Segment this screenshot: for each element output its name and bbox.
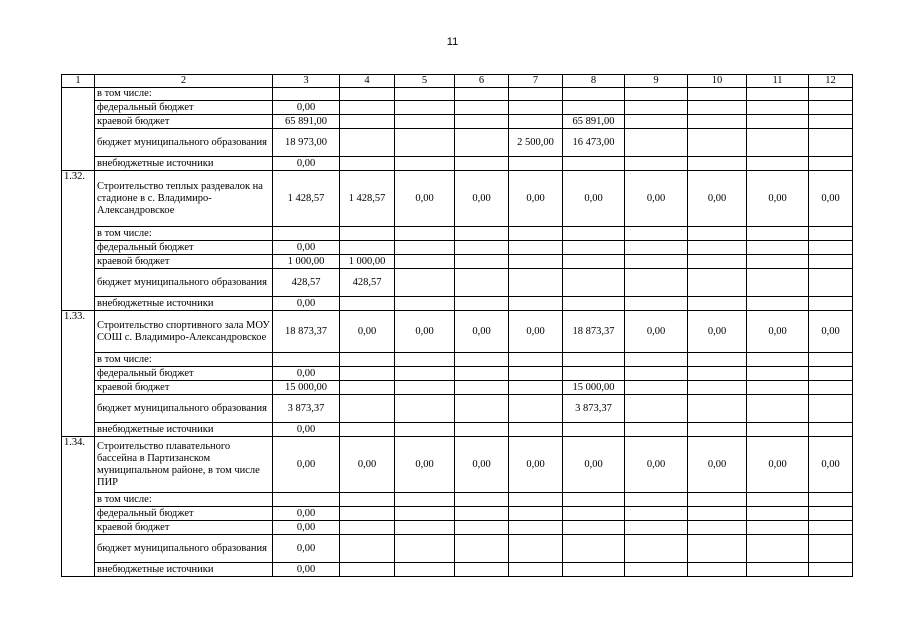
value-cell — [455, 297, 509, 311]
row-label: внебюджетные источники — [95, 423, 273, 437]
row-label: в том числе: — [95, 88, 273, 101]
value-cell — [509, 101, 563, 115]
budget-row — [62, 157, 853, 171]
value-cell: 0,00 — [688, 311, 747, 353]
value-cell — [688, 381, 747, 395]
value-cell — [509, 535, 563, 563]
value-cell — [455, 101, 509, 115]
value-cell: 0,00 — [809, 171, 853, 227]
budget-row — [62, 129, 853, 157]
value-cell: 0,00 — [747, 437, 809, 493]
value-cell: 1 428,57 — [273, 171, 340, 227]
value-cell — [563, 255, 625, 269]
value-cell: 0,00 — [688, 437, 747, 493]
value-cell: 0,00 — [563, 171, 625, 227]
value-cell — [563, 367, 625, 381]
budget-row — [62, 297, 853, 311]
row-label: в том числе: — [95, 353, 273, 367]
table-body — [62, 75, 853, 577]
value-cell — [509, 227, 563, 241]
value-cell — [809, 157, 853, 171]
value-cell — [509, 255, 563, 269]
value-cell — [395, 297, 455, 311]
value-cell: 1 428,57 — [340, 171, 395, 227]
value-cell: 18 973,00 — [273, 129, 340, 157]
value-cell — [688, 157, 747, 171]
value-cell: 0,00 — [273, 297, 340, 311]
value-cell: 0,00 — [273, 101, 340, 115]
row-label: внебюджетные источники — [95, 563, 273, 577]
value-cell — [625, 297, 688, 311]
value-cell — [455, 381, 509, 395]
value-cell: 0,00 — [455, 311, 509, 353]
value-cell — [563, 157, 625, 171]
value-cell — [809, 241, 853, 255]
value-cell: 0,00 — [455, 171, 509, 227]
header-cell: 4 — [340, 75, 395, 88]
row-label: бюджет муниципального образования — [95, 129, 273, 157]
item-number: 1.32. — [62, 171, 95, 311]
value-cell — [809, 269, 853, 297]
value-cell — [688, 129, 747, 157]
value-cell: 0,00 — [273, 437, 340, 493]
value-cell — [625, 157, 688, 171]
value-cell — [688, 423, 747, 437]
value-cell — [563, 535, 625, 563]
value-cell — [563, 88, 625, 101]
header-cell: 8 — [563, 75, 625, 88]
value-cell: 0,00 — [340, 311, 395, 353]
value-cell — [395, 269, 455, 297]
value-cell — [509, 115, 563, 129]
header-cell: 6 — [455, 75, 509, 88]
value-cell — [455, 241, 509, 255]
value-cell — [395, 241, 455, 255]
value-cell — [688, 353, 747, 367]
budget-row — [62, 255, 853, 269]
value-cell — [340, 563, 395, 577]
value-cell — [625, 353, 688, 367]
value-cell — [625, 507, 688, 521]
row-label: Строительство плавательного бассейна в Партизанском муниципальном районе, в том числе ПИР — [95, 437, 273, 493]
value-cell — [340, 353, 395, 367]
header-cell: 10 — [688, 75, 747, 88]
value-cell — [809, 255, 853, 269]
value-cell — [688, 255, 747, 269]
value-cell — [625, 493, 688, 507]
row-label: федеральный бюджет — [95, 101, 273, 115]
value-cell — [455, 157, 509, 171]
row-label: краевой бюджет — [95, 255, 273, 269]
value-cell — [563, 493, 625, 507]
value-cell — [340, 507, 395, 521]
header-row — [62, 75, 853, 88]
header-cell: 9 — [625, 75, 688, 88]
value-cell — [509, 297, 563, 311]
value-cell — [395, 381, 455, 395]
value-cell — [809, 563, 853, 577]
value-cell — [273, 353, 340, 367]
value-cell: 0,00 — [809, 437, 853, 493]
value-cell — [455, 395, 509, 423]
value-cell — [395, 101, 455, 115]
value-cell — [563, 423, 625, 437]
value-cell — [747, 367, 809, 381]
value-cell — [455, 269, 509, 297]
value-cell: 0,00 — [273, 423, 340, 437]
value-cell — [395, 157, 455, 171]
value-cell — [563, 101, 625, 115]
row-label: внебюджетные источники — [95, 157, 273, 171]
value-cell: 15 000,00 — [563, 381, 625, 395]
header-cell: 1 — [62, 75, 95, 88]
row-label: бюджет муниципального образования — [95, 395, 273, 423]
value-cell — [340, 115, 395, 129]
header-cell: 12 — [809, 75, 853, 88]
value-cell — [563, 563, 625, 577]
value-cell — [395, 367, 455, 381]
value-cell — [563, 521, 625, 535]
value-cell — [340, 88, 395, 101]
value-cell: 0,00 — [340, 437, 395, 493]
value-cell: 18 873,37 — [273, 311, 340, 353]
value-cell: 0,00 — [509, 171, 563, 227]
value-cell — [747, 297, 809, 311]
value-cell — [747, 101, 809, 115]
value-cell — [455, 563, 509, 577]
value-cell — [340, 157, 395, 171]
row-label: федеральный бюджет — [95, 241, 273, 255]
value-cell — [340, 521, 395, 535]
value-cell — [809, 423, 853, 437]
value-cell — [688, 227, 747, 241]
value-cell: 0,00 — [509, 437, 563, 493]
value-cell — [747, 521, 809, 535]
value-cell — [509, 563, 563, 577]
budget-row — [62, 367, 853, 381]
row-label: в том числе: — [95, 493, 273, 507]
value-cell — [340, 535, 395, 563]
value-cell: 0,00 — [809, 311, 853, 353]
value-cell — [395, 255, 455, 269]
value-cell — [688, 535, 747, 563]
value-cell — [340, 101, 395, 115]
value-cell — [809, 353, 853, 367]
value-cell — [455, 535, 509, 563]
value-cell — [809, 521, 853, 535]
budget-row — [62, 423, 853, 437]
row-label: федеральный бюджет — [95, 507, 273, 521]
value-cell — [688, 115, 747, 129]
value-cell — [563, 227, 625, 241]
value-cell — [509, 493, 563, 507]
value-cell — [688, 521, 747, 535]
row-label: Строительство спортивного зала МОУ СОШ с. Владимиро-Александровское — [95, 311, 273, 353]
value-cell — [395, 521, 455, 535]
value-cell: 0,00 — [563, 437, 625, 493]
value-cell — [509, 521, 563, 535]
header-cell: 5 — [395, 75, 455, 88]
budget-row — [62, 521, 853, 535]
value-cell — [809, 381, 853, 395]
budget-row — [62, 395, 853, 423]
value-cell — [809, 535, 853, 563]
item-number: 1.34. — [62, 437, 95, 577]
value-cell: 1 000,00 — [273, 255, 340, 269]
value-cell — [509, 381, 563, 395]
value-cell — [395, 395, 455, 423]
budget-row — [62, 101, 853, 115]
value-cell — [395, 88, 455, 101]
value-cell — [809, 367, 853, 381]
value-cell — [455, 507, 509, 521]
value-cell — [455, 521, 509, 535]
value-cell — [455, 255, 509, 269]
value-cell: 2 500,00 — [509, 129, 563, 157]
value-cell — [809, 129, 853, 157]
value-cell — [563, 297, 625, 311]
value-cell — [809, 507, 853, 521]
value-cell — [563, 353, 625, 367]
item-row — [62, 311, 853, 353]
value-cell: 0,00 — [395, 171, 455, 227]
value-cell — [395, 493, 455, 507]
value-cell — [395, 115, 455, 129]
value-cell — [809, 493, 853, 507]
value-cell — [395, 129, 455, 157]
budget-row — [62, 241, 853, 255]
value-cell — [625, 521, 688, 535]
row-label: внебюджетные источники — [95, 297, 273, 311]
value-cell — [395, 353, 455, 367]
value-cell — [747, 241, 809, 255]
value-cell: 0,00 — [688, 171, 747, 227]
budget-row — [62, 381, 853, 395]
value-cell — [509, 88, 563, 101]
value-cell — [688, 88, 747, 101]
value-cell: 15 000,00 — [273, 381, 340, 395]
value-cell — [809, 297, 853, 311]
value-cell — [688, 563, 747, 577]
value-cell: 428,57 — [340, 269, 395, 297]
value-cell — [563, 241, 625, 255]
value-cell — [509, 353, 563, 367]
value-cell — [688, 269, 747, 297]
row-label: федеральный бюджет — [95, 367, 273, 381]
value-cell — [747, 88, 809, 101]
row-label: Строительство теплых раздевалок на стадионе в с. Владимиро-Александровское — [95, 171, 273, 227]
value-cell — [688, 395, 747, 423]
value-cell — [563, 507, 625, 521]
budget-row — [62, 563, 853, 577]
row-label: в том числе: — [95, 227, 273, 241]
budget-row — [62, 115, 853, 129]
value-cell — [809, 101, 853, 115]
row-label: краевой бюджет — [95, 115, 273, 129]
item-number — [62, 88, 95, 171]
value-cell — [809, 115, 853, 129]
value-cell — [455, 423, 509, 437]
value-cell — [747, 423, 809, 437]
value-cell — [395, 563, 455, 577]
value-cell — [688, 241, 747, 255]
value-cell — [395, 227, 455, 241]
value-cell — [395, 535, 455, 563]
row-label: бюджет муниципального образования — [95, 269, 273, 297]
value-cell — [455, 353, 509, 367]
value-cell — [340, 395, 395, 423]
budget-row — [62, 269, 853, 297]
value-cell — [455, 227, 509, 241]
header-cell: 2 — [95, 75, 273, 88]
value-cell — [625, 88, 688, 101]
value-cell: 0,00 — [273, 521, 340, 535]
value-cell — [747, 353, 809, 367]
row-label: краевой бюджет — [95, 521, 273, 535]
value-cell: 18 873,37 — [563, 311, 625, 353]
item-row — [62, 437, 853, 493]
value-cell — [688, 367, 747, 381]
value-cell: 0,00 — [625, 311, 688, 353]
value-cell — [625, 129, 688, 157]
value-cell — [273, 88, 340, 101]
value-cell: 3 873,37 — [563, 395, 625, 423]
value-cell — [625, 255, 688, 269]
value-cell — [509, 157, 563, 171]
value-cell — [395, 507, 455, 521]
value-cell — [809, 88, 853, 101]
value-cell — [509, 269, 563, 297]
budget-row — [62, 493, 853, 507]
row-label: краевой бюджет — [95, 381, 273, 395]
value-cell — [747, 157, 809, 171]
value-cell — [747, 227, 809, 241]
value-cell: 0,00 — [509, 311, 563, 353]
value-cell — [747, 269, 809, 297]
page-number: 11 — [446, 36, 459, 48]
value-cell — [625, 115, 688, 129]
budget-row — [62, 507, 853, 521]
value-cell — [455, 88, 509, 101]
value-cell — [625, 227, 688, 241]
item-row — [62, 171, 853, 227]
value-cell — [340, 227, 395, 241]
value-cell — [747, 535, 809, 563]
budget-row — [62, 353, 853, 367]
value-cell — [625, 101, 688, 115]
value-cell — [273, 493, 340, 507]
header-cell: 3 — [273, 75, 340, 88]
value-cell: 65 891,00 — [563, 115, 625, 129]
value-cell — [747, 381, 809, 395]
value-cell: 0,00 — [747, 171, 809, 227]
value-cell: 0,00 — [273, 367, 340, 381]
header-cell: 11 — [747, 75, 809, 88]
value-cell: 428,57 — [273, 269, 340, 297]
value-cell — [509, 423, 563, 437]
value-cell — [747, 395, 809, 423]
value-cell — [509, 241, 563, 255]
value-cell: 0,00 — [625, 437, 688, 493]
value-cell — [747, 129, 809, 157]
value-cell — [455, 129, 509, 157]
value-cell — [747, 507, 809, 521]
value-cell: 0,00 — [395, 311, 455, 353]
budget-table — [61, 74, 853, 577]
value-cell — [625, 395, 688, 423]
value-cell — [340, 381, 395, 395]
value-cell — [625, 241, 688, 255]
value-cell — [625, 269, 688, 297]
value-cell — [688, 493, 747, 507]
value-cell: 3 873,37 — [273, 395, 340, 423]
header-cell: 7 — [509, 75, 563, 88]
value-cell — [340, 367, 395, 381]
value-cell — [273, 227, 340, 241]
value-cell: 0,00 — [273, 535, 340, 563]
value-cell: 0,00 — [455, 437, 509, 493]
value-cell — [625, 381, 688, 395]
value-cell — [625, 563, 688, 577]
value-cell — [455, 115, 509, 129]
value-cell: 0,00 — [625, 171, 688, 227]
value-cell — [688, 297, 747, 311]
value-cell — [563, 269, 625, 297]
value-cell: 16 473,00 — [563, 129, 625, 157]
value-cell — [340, 493, 395, 507]
value-cell — [455, 367, 509, 381]
value-cell — [340, 297, 395, 311]
value-cell: 0,00 — [273, 241, 340, 255]
value-cell — [509, 395, 563, 423]
value-cell — [688, 507, 747, 521]
value-cell — [395, 423, 455, 437]
value-cell: 0,00 — [273, 563, 340, 577]
value-cell — [747, 563, 809, 577]
value-cell — [747, 255, 809, 269]
value-cell — [688, 101, 747, 115]
value-cell: 65 891,00 — [273, 115, 340, 129]
value-cell: 0,00 — [395, 437, 455, 493]
value-cell — [340, 423, 395, 437]
budget-row — [62, 227, 853, 241]
budget-row — [62, 535, 853, 563]
item-number: 1.33. — [62, 311, 95, 437]
value-cell — [809, 395, 853, 423]
row-label: бюджет муниципального образования — [95, 535, 273, 563]
value-cell — [340, 129, 395, 157]
value-cell — [509, 367, 563, 381]
value-cell — [747, 115, 809, 129]
value-cell: 0,00 — [747, 311, 809, 353]
value-cell — [340, 241, 395, 255]
value-cell — [455, 493, 509, 507]
value-cell — [809, 227, 853, 241]
value-cell — [625, 423, 688, 437]
value-cell — [509, 507, 563, 521]
value-cell: 0,00 — [273, 507, 340, 521]
value-cell — [625, 367, 688, 381]
value-cell — [625, 535, 688, 563]
budget-row — [62, 88, 853, 101]
value-cell: 0,00 — [273, 157, 340, 171]
value-cell — [747, 493, 809, 507]
value-cell: 1 000,00 — [340, 255, 395, 269]
